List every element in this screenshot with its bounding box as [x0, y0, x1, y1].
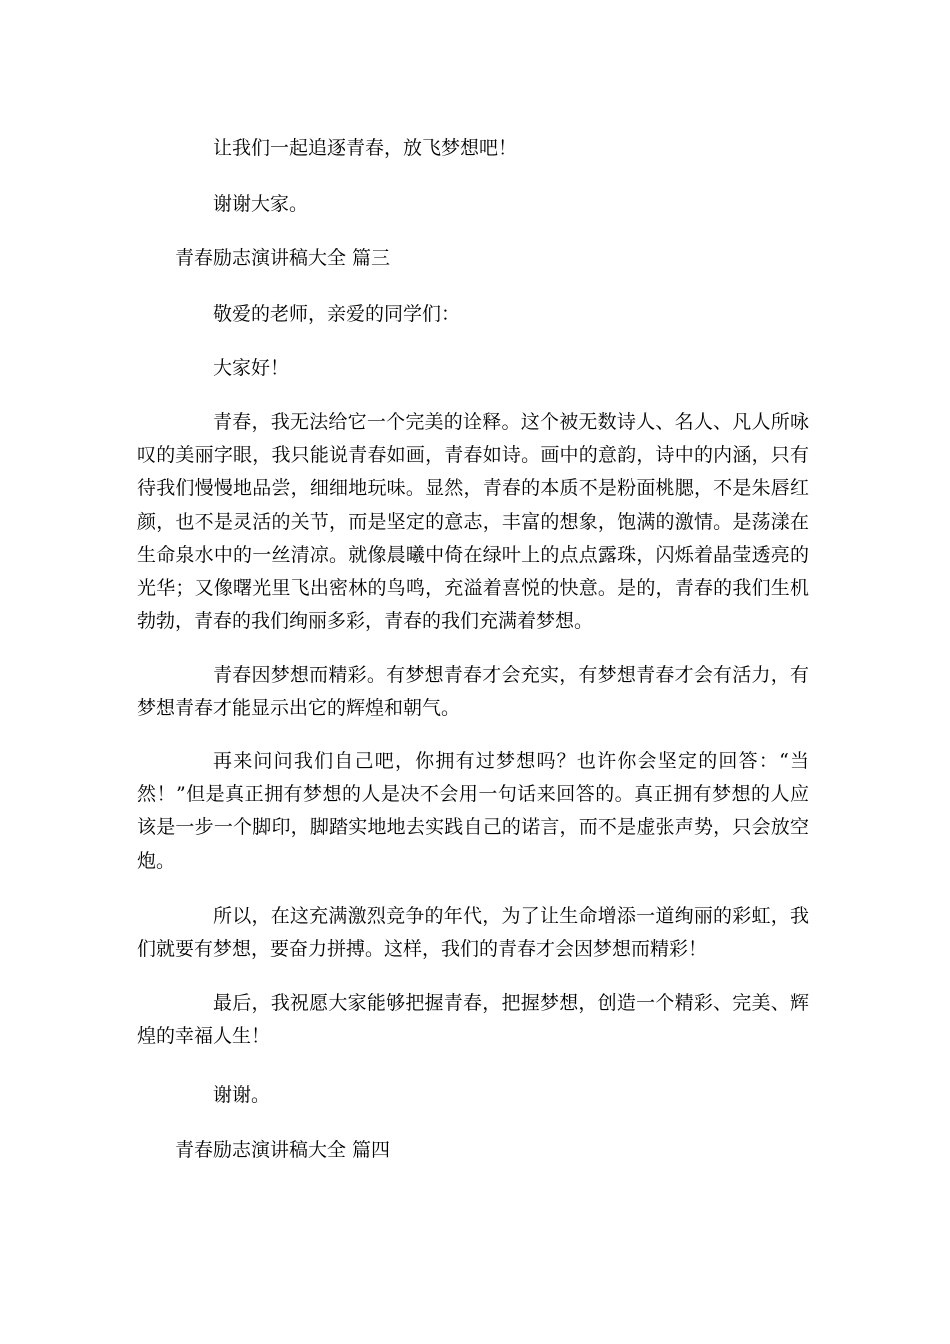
salutation: 敬爱的老师，亲爱的同学们： [213, 303, 461, 325]
paragraph: 青春因梦想而精彩。有梦想青春才会充实，有梦想青春才会有活力，有梦想青春才能显示出它的辉煌和朝气。 [137, 664, 809, 720]
section-title: 青春励志演讲稿大全 篇三 [175, 247, 391, 269]
section-title: 青春励志演讲稿大全 篇四 [175, 1139, 391, 1161]
greeting: 大家好！ [213, 357, 290, 379]
paragraph: 青春，我无法给它一个完美的诠释。这个被无数诗人、名人、凡人所咏叹的美丽字眼，我只能说青春如画，青春如诗。画中的意韵，诗中的内涵，只有待我们慢慢地品尝，细细地玩味。显然，青春的本质不是粉面桃腮，不是朱唇红颜，也不是灵活的关节，而是坚定的意志，丰富的想象，饱满的激情。是荡漾在生命泉水中的一丝清凉。就像晨曦中倚在绿叶上的点点露珠，闪烁着晶莹透亮的光华；又像曙光里飞出密林的鸟鸣，充溢着喜悦的快意。是的，青春的我们生机勃勃，青春的我们绚丽多彩，青春的我们充满着梦想。 [137, 411, 809, 633]
paragraph: 再来问问我们自己吧，你拥有过梦想吗？也许你会坚定的回答：“当然！”但是真正拥有梦想的人是决不会用一句话来回答的。真正拥有梦想的人应该是一步一个脚印，脚踏实地地去实践自己的诺言，而不是虚张声势，只会放空炮。 [137, 750, 809, 872]
thanks-line: 谢谢大家。 [213, 193, 309, 215]
thanks-line: 谢谢。 [213, 1084, 271, 1106]
paragraph: 最后，我祝愿大家能够把握青春，把握梦想，创造一个精彩、完美、辉煌的幸福人生！ [137, 992, 809, 1048]
paragraph: 所以，在这充满激烈竞争的年代，为了让生命增添一道绚丽的彩虹，我们就要有梦想，要奋力拼搏。这样，我们的青春才会因梦想而精彩！ [137, 905, 809, 961]
closing-line: 让我们一起追逐青春，放飞梦想吧！ [213, 137, 518, 159]
